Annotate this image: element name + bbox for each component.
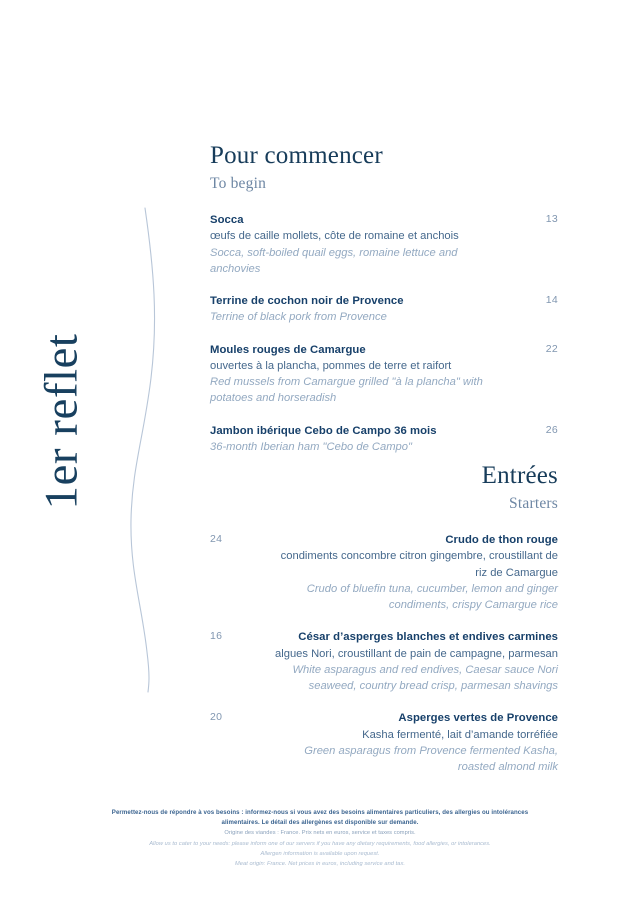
menu-item [210, 710, 558, 775]
section-subtitle: Starters [509, 494, 558, 512]
menu-item-description: condiments concombre citron gingembre, croustillant de riz de Camargue [280, 550, 558, 579]
footer-en-line-2: Allergen information is available upon request. [260, 850, 380, 857]
menu-item-price: 13 [545, 212, 558, 225]
menu-item-translation: Socca, soft-boiled quail eggs, romaine lettuce and anchovies [210, 246, 458, 275]
menu-item-translation: Crudo of bluefin tuna, cucumber, lemon and ginger condiments, crispy Camargue rice [306, 582, 558, 611]
legal-footer [0, 808, 640, 869]
menu-item-translation: White asparagus and red endives, Caesar sauce Nori seaweed, country bread crisp, parmesan shavings [292, 663, 558, 693]
section-subtitle: To begin [210, 174, 267, 192]
footer-fr-line-1: Permettez-nous de répondre à vos besoins : informez-nous si vous avez des besoins alimentaires particuliers, des allergies ou intolérances [111, 809, 529, 816]
menu-item-description: algues Nori, croustillant de pain de campagne, parmesan [275, 647, 558, 660]
menu-item-price: 24 [210, 532, 223, 545]
menu-item-translation: Green asparagus from Provence fermented Kasha, roasted almond milk [304, 744, 558, 774]
menu-item-name: Moules rouges de Camargue [210, 343, 366, 356]
menu-item [210, 342, 558, 407]
menu-item-name: Crudo de thon rouge [445, 533, 558, 546]
menu-item-name: Terrine de cochon noir de Provence [210, 294, 404, 307]
section-header [210, 462, 558, 514]
menu-item-translation: Red mussels from Camargue grilled "à la plancha" with potatoes and horseradish [210, 376, 483, 405]
menu-item-name: César d’asperges blanches et endives carmines [298, 631, 558, 644]
menu-item-description: Kasha fermenté, lait d’amande torréfiée [362, 728, 558, 741]
menu-item-price: 22 [545, 342, 558, 355]
menu-item-price: 20 [210, 711, 223, 724]
brand-name: 1er reflet [35, 333, 88, 510]
menu-item-translation: 36-month Iberian ham "Cebo de Campo" [210, 441, 412, 454]
menu-item-price: 26 [545, 423, 558, 436]
menu-item [210, 532, 558, 613]
section-title: Entrées [481, 462, 558, 489]
footer-fr-line-2: alimentaires. Le détail des allergènes est disponible sur demande. [221, 819, 419, 827]
section-header [210, 142, 558, 194]
section-pour-commencer [210, 142, 558, 471]
menu-item-name: Asperges vertes de Provence [398, 712, 558, 725]
section-entrees [210, 462, 558, 791]
menu-item [210, 293, 558, 326]
footer-en-line-1: Allow us to cater to your needs: please inform one of our servers if you have any dietary requirements, food allergies, or intolerances. [149, 840, 491, 847]
menu-item-description: ouvertes à la plancha, pommes de terre et raifort [210, 359, 452, 372]
section-title: Pour commencer [210, 142, 383, 169]
menu-item-name: Socca [210, 213, 244, 226]
brand-mark [0, 0, 200, 905]
menu-item [210, 423, 558, 456]
menu-item-price: 16 [210, 630, 223, 643]
decorative-wave-line [118, 200, 178, 700]
footer-fr-line-3: Origine des viandes : France. Prix nets en euros, service et taxes compris. [224, 829, 416, 836]
menu-item-description: œufs de caille mollets, côte de romaine et anchois [210, 230, 459, 243]
menu-item [210, 212, 558, 277]
menu-item-price: 14 [545, 293, 558, 306]
menu-item [210, 629, 558, 694]
footer-en-line-3: Meat origin: France. Net prices in euros, including service and tax. [235, 861, 405, 868]
menu-item-name: Jambon ibérique Cebo de Campo 36 mois [210, 424, 437, 437]
menu-item-translation: Terrine of black pork from Provence [210, 311, 387, 324]
